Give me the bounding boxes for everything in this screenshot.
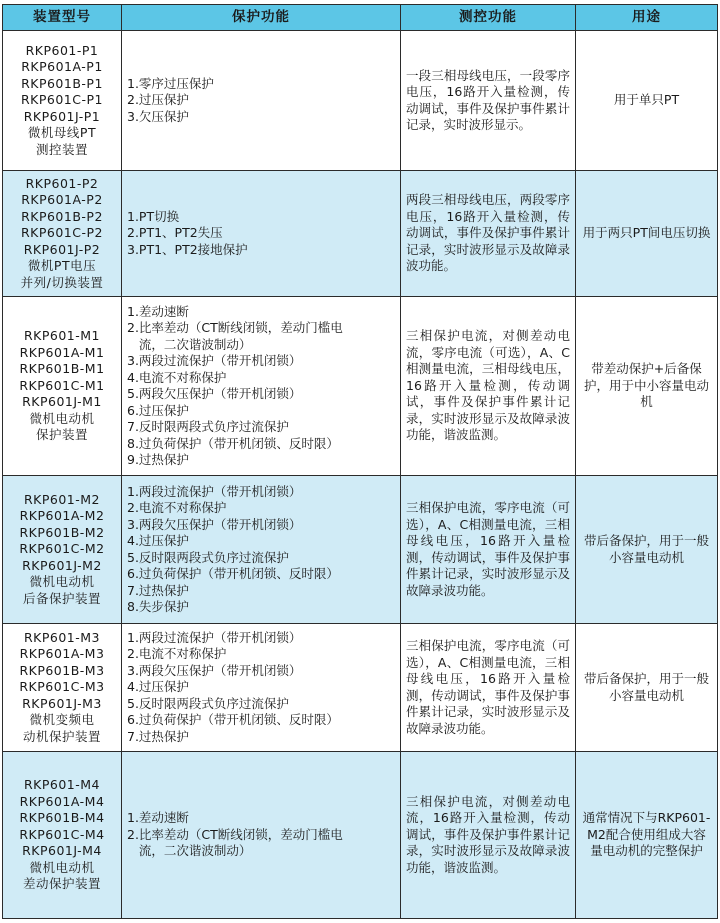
protection-item: 7.过热保护 bbox=[127, 728, 189, 744]
protection-item: 2.电流不对称保护 bbox=[127, 646, 227, 662]
cell-measure: 三相保护电流，零序电流（可选），A、C相测量电流，三相母线电压，16路开入量检测，传动调试，事件及保护事件累计记录，实时波形显示及故障录波功能。 bbox=[401, 624, 576, 752]
cell-protection bbox=[122, 476, 401, 624]
model-line: RKP601-M4 bbox=[23, 777, 101, 793]
model-line: RKP601-P2 bbox=[25, 175, 99, 191]
protection-item: 2.比率差动（CT断线闭锁，差动门槛电 bbox=[127, 826, 343, 842]
protection-item: 7.反时限两段式负序过流保护 bbox=[127, 419, 289, 434]
cell-protection bbox=[122, 624, 401, 752]
model-line: RKP601J-P1 bbox=[23, 108, 101, 124]
cell-measure: 三相保护电流，对侧差动电流，零序电流（可选），A、C相测量电流，三相母线电压，16路开入量检测，传动调试，事件及保护事件累计记录，实时波形显示及故障录波功能，谐波监测。 bbox=[401, 297, 576, 476]
header-protection: 保护功能 bbox=[122, 5, 401, 31]
header-model: 装置型号 bbox=[3, 5, 122, 31]
cell-usage: 带后备保护，用于一般小容量电动机 bbox=[576, 624, 718, 752]
table-row bbox=[3, 476, 718, 624]
table-row bbox=[3, 171, 718, 297]
cell-usage: 通常情况下与RKP601-M2配合使用组成大容量电动机的完整保护 bbox=[576, 752, 718, 919]
table-row bbox=[3, 752, 718, 919]
protection-item: 1.两段过流保护（带开机闭锁） bbox=[127, 483, 302, 499]
protection-item: 1.零序过压保护 bbox=[127, 75, 214, 91]
model-line: 微机电动机 bbox=[29, 574, 95, 590]
device-spec-table bbox=[2, 4, 718, 919]
protection-item: 2.PT1、PT2失压 bbox=[127, 225, 223, 241]
model-line: RKP601J-M2 bbox=[22, 557, 102, 573]
model-line: 后备保护装置 bbox=[22, 590, 101, 606]
model-line: RKP601A-M3 bbox=[19, 646, 105, 662]
model-line: RKP601C-M1 bbox=[19, 377, 105, 393]
cell-models bbox=[3, 31, 122, 171]
model-line: RKP601B-M1 bbox=[19, 361, 105, 377]
model-line: RKP601B-M3 bbox=[19, 662, 105, 678]
model-line: RKP601B-P2 bbox=[21, 208, 103, 224]
cell-models bbox=[3, 297, 122, 476]
protection-item: 4.过压保护 bbox=[127, 533, 189, 548]
model-line: RKP601-M1 bbox=[23, 328, 101, 344]
cell-usage: 用于两只PT间电压切换 bbox=[576, 171, 718, 297]
table-row bbox=[3, 624, 718, 752]
model-line: 并列/切换装置 bbox=[20, 274, 104, 290]
cell-measure: 三相保护电流，对侧差动电流，16路开入量检测，传动调试，事件及保护事件累计记录，实时波形显示及故障录波功能，谐波监测。 bbox=[401, 752, 576, 919]
model-line: RKP601A-M4 bbox=[19, 793, 105, 809]
model-line: RKP601B-P1 bbox=[21, 75, 103, 91]
protection-item: 3.两段过流保护（带开机闭锁） bbox=[127, 353, 302, 368]
model-line: RKP601J-M4 bbox=[22, 843, 102, 859]
model-line: RKP601C-P1 bbox=[20, 92, 103, 108]
protection-item: 1.PT切换 bbox=[127, 208, 180, 224]
model-line: RKP601B-M4 bbox=[19, 810, 105, 826]
cell-usage: 带后备保护，用于一般小容量电动机 bbox=[576, 476, 718, 624]
model-line: 测控装置 bbox=[35, 141, 88, 157]
protection-item: 流，二次谐波制动） bbox=[127, 336, 252, 352]
model-line: 微机母线PT bbox=[27, 125, 97, 141]
model-line: 微机电动机 bbox=[29, 410, 95, 426]
protection-item: 5.反时限两段式负序过流保护 bbox=[127, 695, 289, 711]
cell-protection bbox=[122, 297, 401, 476]
model-line: RKP601B-M2 bbox=[19, 524, 105, 540]
protection-item: 6.过负荷保护（带开机闭锁、反时限） bbox=[127, 566, 339, 581]
cell-models bbox=[3, 476, 122, 624]
protection-item: 4.电流不对称保护 bbox=[127, 369, 227, 385]
model-line: 差动保护装置 bbox=[22, 876, 101, 892]
model-line: RKP601A-M1 bbox=[19, 344, 105, 360]
cell-measure: 一段三相母线电压，一段零序电压，16路开入量检测，传动调试，事件及保护事件累计记录，实时波形显示。 bbox=[401, 31, 576, 171]
model-line: RKP601C-M3 bbox=[19, 679, 105, 695]
protection-item: 3.欠压保护 bbox=[127, 108, 189, 124]
header-measure: 测控功能 bbox=[401, 5, 576, 31]
cell-usage: 用于单只PT bbox=[576, 31, 718, 171]
cell-protection bbox=[122, 31, 401, 171]
model-line: RKP601C-P2 bbox=[20, 225, 103, 241]
cell-measure: 三相保护电流，零序电流（可选），A、C相测量电流，三相母线电压，16路开入量检测，传动调试，事件及保护事件累计记录，实时波形显示及故障录波功能。 bbox=[401, 476, 576, 624]
model-line: 保护装置 bbox=[35, 427, 88, 443]
cell-measure: 两段三相母线电压，两段零序电压，16路开入量检测，传动调试，事件及保护事件累计记录，实时波形显示及故障录波功能。 bbox=[401, 171, 576, 297]
model-line: RKP601A-P2 bbox=[21, 192, 103, 208]
model-line: RKP601J-M1 bbox=[22, 394, 102, 410]
protection-item: 3.两段欠压保护（带开机闭锁） bbox=[127, 662, 302, 678]
model-line: RKP601J-P2 bbox=[23, 241, 101, 257]
protection-item: 4.过压保护 bbox=[127, 679, 189, 695]
protection-item: 2.过压保护 bbox=[127, 92, 189, 108]
model-line: RKP601-M2 bbox=[23, 491, 101, 507]
model-line: RKP601J-M3 bbox=[22, 695, 102, 711]
protection-item: 1.差动速断 bbox=[127, 810, 189, 826]
header-usage: 用途 bbox=[576, 5, 718, 31]
table-row bbox=[3, 297, 718, 476]
model-line: 微机变频电 bbox=[29, 712, 95, 728]
protection-item: 6.过压保护 bbox=[127, 402, 189, 418]
cell-models bbox=[3, 624, 122, 752]
protection-item: 3.两段欠压保护（带开机闭锁） bbox=[127, 516, 302, 532]
protection-item: 7.过热保护 bbox=[127, 582, 189, 598]
cell-protection bbox=[122, 752, 401, 919]
protection-item: 1.差动速断 bbox=[127, 303, 189, 319]
model-line: 微机电动机 bbox=[29, 859, 95, 875]
model-line: RKP601-M3 bbox=[23, 629, 101, 645]
model-line: RKP601-P1 bbox=[25, 42, 99, 58]
protection-item: 6.过负荷保护（带开机闭锁、反时限） bbox=[127, 712, 339, 728]
cell-models bbox=[3, 171, 122, 297]
cell-usage: 带差动保护+后备保护，用于中小容量电动机 bbox=[576, 297, 718, 476]
cell-models bbox=[3, 752, 122, 919]
model-line: RKP601A-M2 bbox=[19, 508, 105, 524]
model-line: RKP601C-M2 bbox=[19, 541, 105, 557]
cell-protection bbox=[122, 171, 401, 297]
protection-item: 3.PT1、PT2接地保护 bbox=[127, 241, 248, 257]
table-row bbox=[3, 31, 718, 171]
protection-item: 2.电流不对称保护 bbox=[127, 500, 227, 515]
model-line: RKP601C-M4 bbox=[19, 826, 105, 842]
protection-item: 流，二次谐波制动） bbox=[127, 843, 252, 859]
protection-item: 1.两段过流保护（带开机闭锁） bbox=[127, 629, 302, 645]
model-line: 微机PT电压 bbox=[27, 258, 97, 274]
protection-item: 5.两段欠压保护（带开机闭锁） bbox=[127, 386, 302, 401]
protection-item: 2.比率差动（CT断线闭锁，差动门槛电 bbox=[127, 320, 343, 335]
model-line: RKP601A-P1 bbox=[21, 59, 103, 75]
protection-item: 5.反时限两段式负序过流保护 bbox=[127, 549, 289, 565]
protection-item: 8.失步保护 bbox=[127, 599, 189, 614]
protection-item: 9.过热保护 bbox=[127, 452, 189, 467]
table-header-row bbox=[3, 5, 718, 31]
model-line: 动机保护装置 bbox=[22, 728, 101, 744]
protection-item: 8.过负荷保护（带开机闭锁、反时限） bbox=[127, 435, 339, 451]
